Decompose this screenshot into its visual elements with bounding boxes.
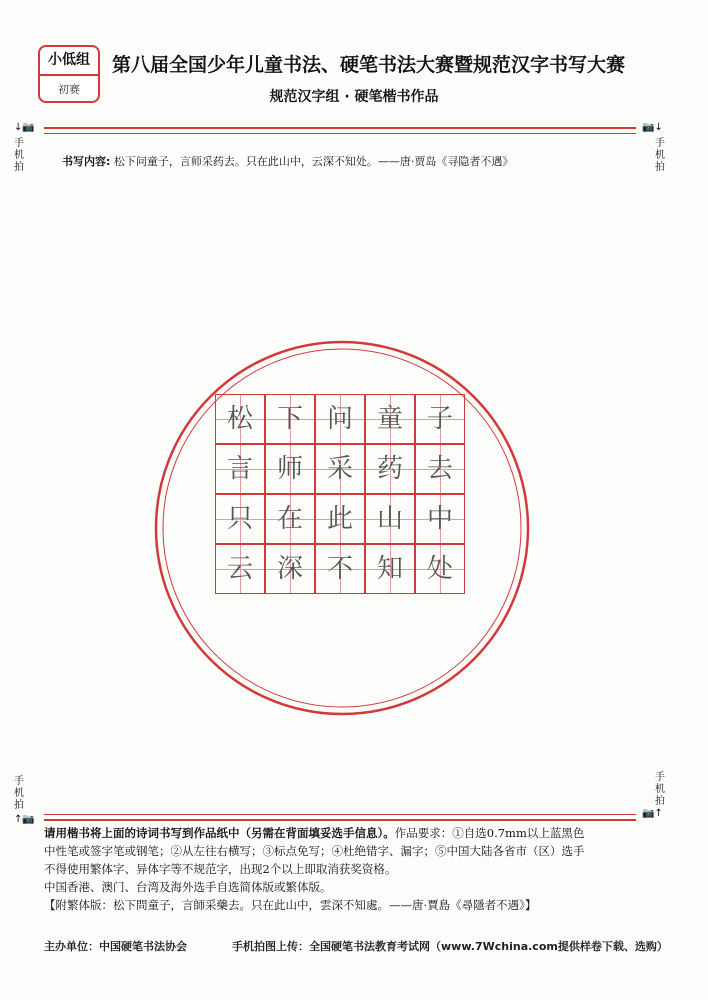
- grid-cell: 去: [415, 444, 465, 494]
- requirements-line-1: [44, 824, 672, 842]
- grid-cell: 采: [315, 444, 365, 494]
- footer-organizer: 主办单位：中国硬笔书法协会: [44, 940, 187, 953]
- writing-content-text: 松下问童子，言师采药去。只在此山中，云深不知处。——唐·贾岛《寻隐者不遇》: [113, 155, 514, 168]
- bottom-rule: [44, 819, 636, 821]
- writing-content-label: 书写内容:: [62, 155, 111, 168]
- grid-cell: 山: [365, 494, 415, 544]
- side-label-bottom-right: 手 机 拍: [655, 772, 665, 807]
- grid-cell: 童: [365, 394, 415, 444]
- grid-cell: 云: [215, 544, 265, 594]
- badge-stage: 初赛: [58, 83, 80, 96]
- requirements-line-2: 中性笔或签字笔或钢笔；②从左往右横写；③标点免写；④杜绝错字、漏字；⑤中国大陆各省市（区）选手: [44, 844, 585, 858]
- badge-level: 小低组: [40, 47, 98, 76]
- grid-cell: 松: [215, 394, 265, 444]
- grid-cell: 此: [315, 494, 365, 544]
- camera-marker-bottom-right: 📷↑: [642, 808, 663, 819]
- camera-marker-bottom-left: ↑📷: [14, 814, 35, 825]
- side-label-bottom-left: 手 机 拍: [14, 776, 24, 811]
- grid-cell: 处: [415, 544, 465, 594]
- requirements-line-1-rest: 作品要求：①自选0.7mm以上蓝黑色: [394, 826, 585, 840]
- grid-cell: 知: [365, 544, 415, 594]
- side-label-top-right: 手 机 拍: [655, 138, 665, 173]
- page-subtitle: 规范汉字组 · 硬笔楷书作品: [269, 89, 439, 105]
- grid-cell: 子: [415, 394, 465, 444]
- grid-cell: 中: [415, 494, 465, 544]
- page-title: 第八届全国少年儿童书法、硬笔书法大赛暨规范汉字书写大赛: [112, 54, 626, 76]
- grid-cell: 只: [215, 494, 265, 544]
- grid-cell: 不: [315, 544, 365, 594]
- bottom-rule-thin: [44, 814, 636, 815]
- top-rule-thin: [44, 133, 636, 134]
- top-rule: [44, 127, 636, 129]
- camera-marker-top-right: 📷↓: [642, 122, 663, 133]
- grid-cell: 深: [265, 544, 315, 594]
- camera-marker-top-left: ↓📷: [14, 122, 35, 133]
- grid-cell: 下: [265, 394, 315, 444]
- grid-cell: 言: [215, 444, 265, 494]
- grid-cell: 问: [315, 394, 365, 444]
- requirements-line-3: 不得使用繁体字、异体字等不规范字，出现2个以上即取消获奖资格。: [44, 862, 397, 876]
- footer-upload-info: 手机拍图上传：全国硬笔书法教育考试网（www.7Wchina.com提供样卷下载、选购）: [232, 940, 668, 953]
- requirements-line-5: 【附繁体版：松下問童子，言師采藥去。只在此山中，雲深不知處。——唐·賈島《尋隱者不遇》】: [44, 898, 537, 912]
- requirements-lead: 请用楷书将上面的诗词书写到作品纸中（另需在背面填妥选手信息）。: [44, 826, 395, 840]
- writing-content: [62, 153, 662, 169]
- grid-cell: 药: [365, 444, 415, 494]
- grid-cell: 在: [265, 494, 315, 544]
- grid-cell: 师: [265, 444, 315, 494]
- requirements-block: [44, 824, 672, 914]
- requirements-line-4: 中国香港、澳门、台湾及海外选手自选简体版或繁体版。: [44, 880, 332, 894]
- side-label-top-left: 手 机 拍: [14, 138, 24, 173]
